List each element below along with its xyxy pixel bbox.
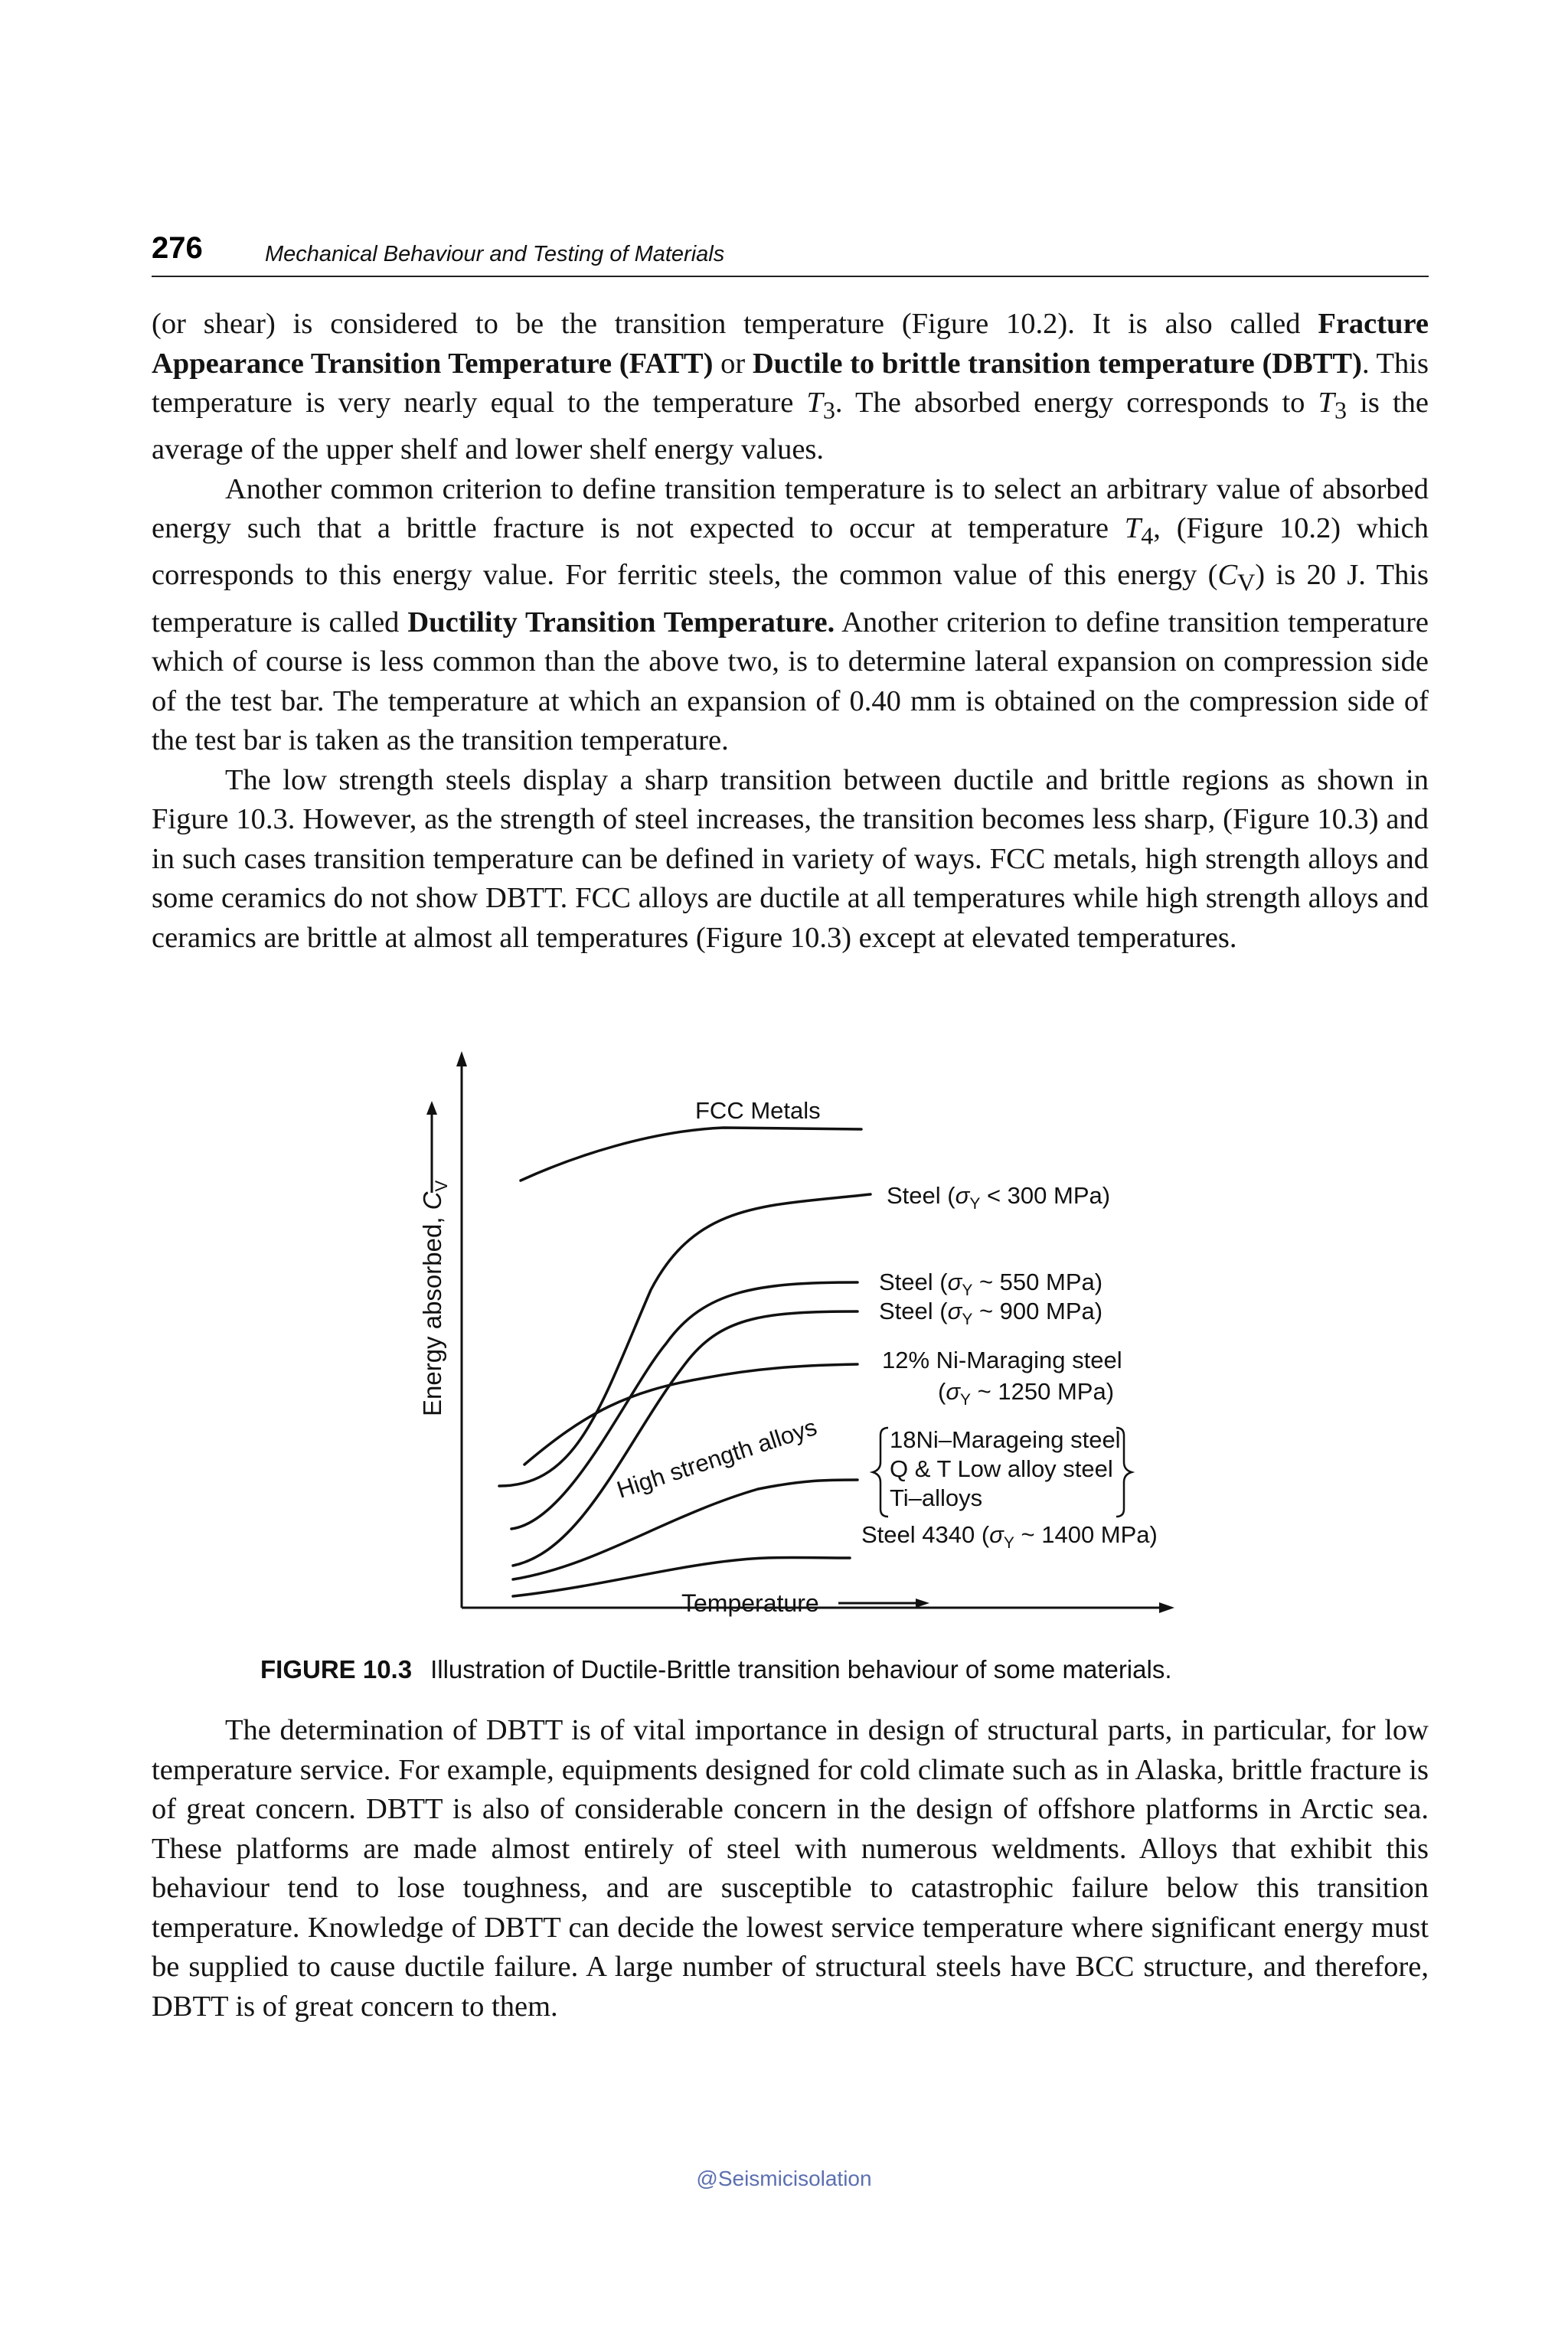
- paragraph-4: The determination of DBTT is of vital importance in design of structural parts, in particular, for low temperature service. For example, equipments designed for cold climate such as in Alaska, brittle fracture is of great concern. DBTT is also of considerable concern in the design of offshore platforms in Arctic sea. These platforms are made almost entirely of steel with numerous weldments. Alloys that exhibit this behaviour tend to lose toughness, and are susceptible to catastrophic failure below this transition temperature. Knowledge of DBTT can decide the lowest service temperature where significant energy must be supplied to cause ductile failure. A large number of structural steels have BCC structure, and therefore, DBTT is of great concern to them.: [152, 1714, 1429, 2023]
- label-ni-maraging: 12% Ni-Maraging steel: [882, 1347, 1122, 1373]
- curves: [499, 1128, 871, 1596]
- figure-caption: [260, 1655, 1409, 1684]
- page-number: 276: [152, 231, 203, 265]
- curve-steel-550: [511, 1282, 858, 1529]
- paragraph-2: Another common criterion to define transition temperature is to select an arbitrary value of absorbed energy such that a brittle fracture is not expected to occur at temperature $T_4$, (Figure 10.2) which corresponds to this energy value. For ferritic steels, the common value of this energy $(C_V)$ is 20 J. This temperature is called Ductility Transition Temperature. Another criterion to define transition temperature which of course is less common than the above two, is to determine lateral expansion on compression side of the test bar. The temperature at which an expansion of 0.40 mm is obtained on the compression side of the test bar is taken as the transition temperature.: [152, 472, 1429, 757]
- x-axis-label: Temperature: [681, 1589, 819, 1617]
- paragraph-1: (or shear) is considered to be the transition temperature (Figure 10.2). It is also called Fracture Appearance Transition Temperature (FATT) or Ductile to brittle transition temperature (DBTT). This temperature is very nearly equal to the temperature $T_3$. The absorbed energy corresponds to $T_3$ is the average of the upper shelf and lower shelf energy values.: [152, 308, 1429, 466]
- label-q-and-t: Q & T Low alloy steel: [890, 1455, 1113, 1482]
- y-axis-label: [418, 1101, 451, 1416]
- curve-steel-300: [499, 1194, 871, 1486]
- label-fcc-metals: FCC Metals: [695, 1097, 821, 1124]
- figure-dbtt-illustration: [398, 1037, 1194, 1634]
- page-header: [152, 227, 1429, 277]
- text-block-top: [152, 305, 1429, 958]
- label-steel-550: Steel ($\sigma_Y$ ~ 550 MPa): [879, 1269, 1103, 1299]
- paragraph-3: The low strength steels display a sharp transition between ductile and brittle regions as shown in Figure 10.3. However, as the strength of steel increases, the transition becomes less sharp, (Figure 10.3) and in such cases transition temperature can be defined in variety of ways. FCC metals, high strength alloys and some ceramics do not show DBTT. FCC alloys are ductile at all temperatures while high strength alloys and ceramics are brittle at almost all temperatures (Figure 10.3) except at elevated temperatures.: [152, 763, 1429, 954]
- watermark: @Seismicisolation: [696, 2167, 872, 2190]
- running-title: Mechanical Behaviour and Testing of Materials: [265, 242, 725, 266]
- label-steel-4340: Steel 4340 ($\sigma_Y$ ~ 1400 MPa): [861, 1521, 1158, 1552]
- label-18ni: 18Ni–Marageing steel: [890, 1426, 1121, 1453]
- label-ti-alloys: Ti–alloys: [890, 1484, 983, 1511]
- text-block-bottom: [152, 1711, 1429, 2026]
- x-axis-arrowhead: [1159, 1602, 1174, 1613]
- label-group-brace: [873, 1426, 1132, 1517]
- y-axis-arrowhead: [456, 1051, 467, 1066]
- svg-text:Energy absorbed, CV: Energy absorbed, $C_V$: [418, 1180, 451, 1416]
- label-high-strength-alloys: High strength alloys: [613, 1413, 821, 1504]
- label-steel-300: Steel ($\sigma_Y < 300$ MPa): [887, 1182, 1111, 1213]
- curve-fcc-metals: [521, 1128, 861, 1181]
- caption-label: FIGURE 10.3: [260, 1655, 413, 1683]
- caption-text: Illustration of Ductile-Brittle transition behaviour of some materials.: [430, 1655, 1172, 1683]
- label-steel-900: Steel ($\sigma_Y$ ~ 900 MPa): [879, 1298, 1103, 1328]
- label-ni-maraging-sigma: ($\sigma_Y$ ~ 1250 MPa): [938, 1378, 1115, 1409]
- x-axis-label-arrow: [838, 1599, 929, 1608]
